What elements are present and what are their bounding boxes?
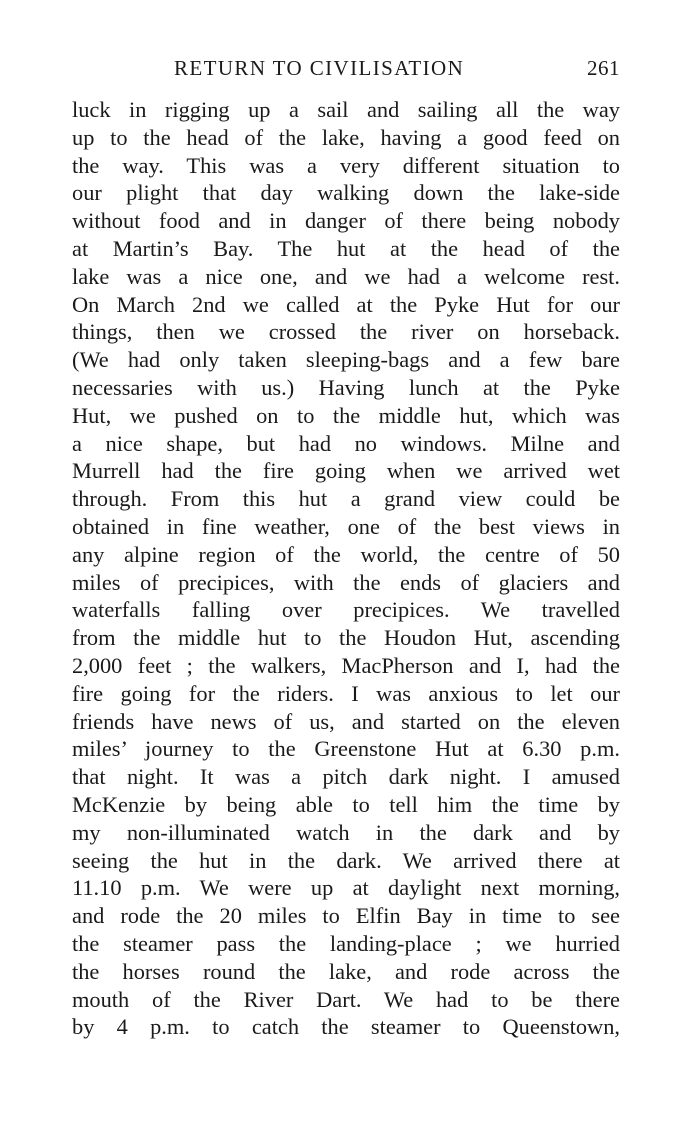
text-line: (We had only taken sleeping-bags and a few bare [72, 347, 620, 373]
text-line: waterfalls falling over precipices. We travelled [72, 597, 620, 623]
text-line: things, then we crossed the river on horseback. [72, 319, 620, 345]
text-line: the horses round the lake, and rode across the [72, 958, 620, 984]
text-line: the way. This was a very different situation to [72, 152, 620, 178]
text-line: my non-illuminated watch in the dark and by [72, 819, 620, 845]
text-line: McKenzie by being able to tell him the time by [72, 791, 620, 817]
text-line: fire going for the riders. I was anxious to let our [72, 680, 620, 706]
body-text [72, 96, 620, 1041]
text-line: up to the head of the lake, having a good feed on [72, 124, 620, 150]
text-line: our plight that day walking down the lake-side [72, 180, 620, 206]
text-line: luck in rigging up a sail and sailing all the way [72, 97, 620, 122]
text-line: On March 2nd we called at the Pyke Hut for our [72, 291, 620, 317]
text-line: necessaries with us.) Having lunch at the Pyke [72, 374, 620, 400]
text-line: lake was a nice one, and we had a welcome rest. [72, 263, 620, 289]
chapter-title: RETURN TO CIVILISATION [174, 56, 465, 80]
text-line: without food and in danger of there being nobody [72, 208, 620, 234]
text-line: from the middle hut to the Houdon Hut, ascending [72, 625, 620, 651]
text-line: and rode the 20 miles to Elfin Bay in time to see [72, 903, 620, 929]
running-head [72, 56, 620, 86]
text-line: a nice shape, but had no windows. Milne and [72, 430, 620, 456]
page-number: 261 [587, 56, 620, 80]
text-line: that night. It was a pitch dark night. I amused [72, 764, 620, 790]
text-line: by 4 p.m. to catch the steamer to Queenstown, [72, 1014, 620, 1040]
text-line: seeing the hut in the dark. We arrived there at [72, 847, 620, 873]
text-line: any alpine region of the world, the centre of 50 [72, 541, 620, 567]
text-line: at Martin’s Bay. The hut at the head of the [72, 235, 620, 261]
text-line: Hut, we pushed on to the middle hut, which was [72, 402, 620, 428]
text-line: through. From this hut a grand view could be [72, 486, 620, 512]
text-line: miles’ journey to the Greenstone Hut at 6.30 p.m. [72, 736, 620, 762]
text-line: friends have news of us, and started on the eleven [72, 708, 620, 734]
text-line: mouth of the River Dart. We had to be there [72, 986, 620, 1012]
text-line: 11.10 p.m. We were up at daylight next morning, [72, 875, 620, 901]
text-line: obtained in fine weather, one of the best views in [72, 513, 620, 539]
text-line: miles of precipices, with the ends of glaciers and [72, 569, 620, 595]
text-line: 2,000 feet ; the walkers, MacPherson and I, had the [72, 652, 620, 678]
text-line: Murrell had the fire going when we arrived wet [72, 458, 620, 484]
text-line: the steamer pass the landing-place ; we hurried [72, 930, 620, 956]
